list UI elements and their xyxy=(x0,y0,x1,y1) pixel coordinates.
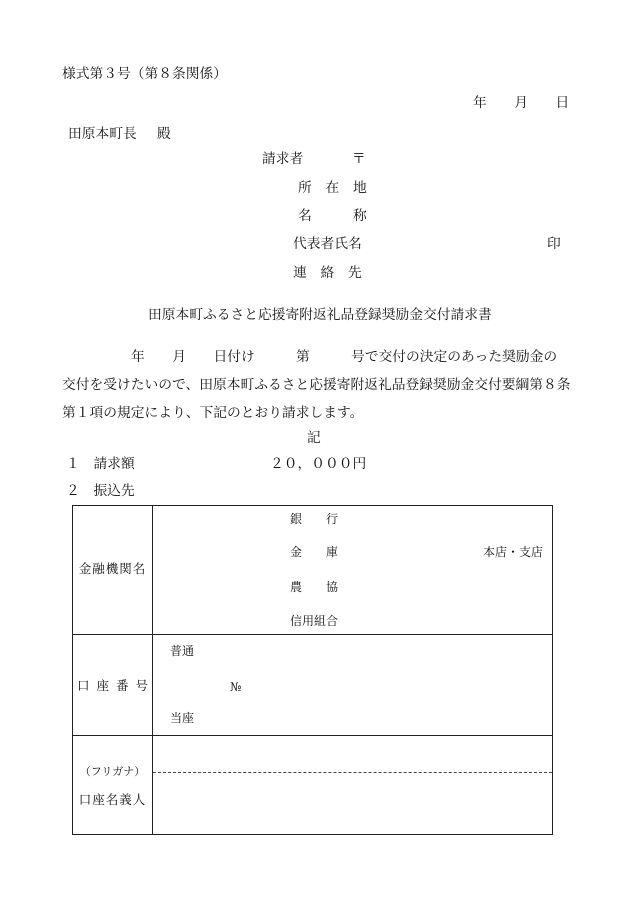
body-line-2: 交付を受けたいので、田原本町ふるさと応援寄附返礼品登録奨励金交付要綱第８条 xyxy=(62,377,571,393)
account-row-label: 口 座 番 号 xyxy=(77,678,148,693)
amount-value: ２０，０００円 xyxy=(270,456,367,472)
claimant-label: 請求者 xyxy=(262,151,304,167)
bank-row-label: 金融機関名 xyxy=(78,561,147,576)
bank-type-agri: 農 協 xyxy=(290,580,339,594)
account-type-ordinary: 普通 xyxy=(170,644,195,658)
transfer-table xyxy=(72,505,553,835)
row-divider-1 xyxy=(73,634,552,635)
body-line-1: 年 月 日付け 第 号で交付の決定のあった奨励金の xyxy=(131,349,558,365)
branch-label: 本店・支店 xyxy=(483,545,544,559)
body-line-3: 第１項の規定により、下記のとおり請求します。 xyxy=(62,405,364,421)
contact-label: 連 絡 先 xyxy=(293,265,362,281)
date-line: 年 月 日 xyxy=(473,95,570,111)
holder-row-label: 口座名義人 xyxy=(78,792,147,807)
column-divider xyxy=(152,506,153,834)
bank-type-bank: 銀 行 xyxy=(290,512,339,526)
furigana-dashed-line xyxy=(153,772,552,773)
document-title: 田原本町ふるさと応援寄附返礼品登録奨励金交付請求書 xyxy=(148,307,492,323)
bank-type-shinkin: 金 庫 xyxy=(290,545,339,559)
furigana-label: （フリガナ） xyxy=(79,765,146,778)
row-divider-2 xyxy=(73,735,552,736)
seal-mark: 印 xyxy=(547,236,561,252)
account-type-current: 当座 xyxy=(170,711,195,725)
addressee-honorific: 殿 xyxy=(157,126,171,142)
account-number-mark: № xyxy=(230,680,242,694)
postal-mark: 〒 xyxy=(352,151,366,167)
form-number: 様式第３号（第８条関係） xyxy=(62,66,228,82)
bank-type-credit-union: 信用組合 xyxy=(290,614,339,628)
amount-label: １ 請求額 xyxy=(66,456,135,472)
addressee-name: 田原本町長 xyxy=(68,126,137,142)
representative-label: 代表者氏名 xyxy=(293,236,362,252)
name-label: 名 称 xyxy=(298,208,367,224)
address-label: 所 在 地 xyxy=(298,180,367,196)
note-heading: 記 xyxy=(307,430,321,446)
transfer-label: ２ 振込先 xyxy=(66,483,135,499)
